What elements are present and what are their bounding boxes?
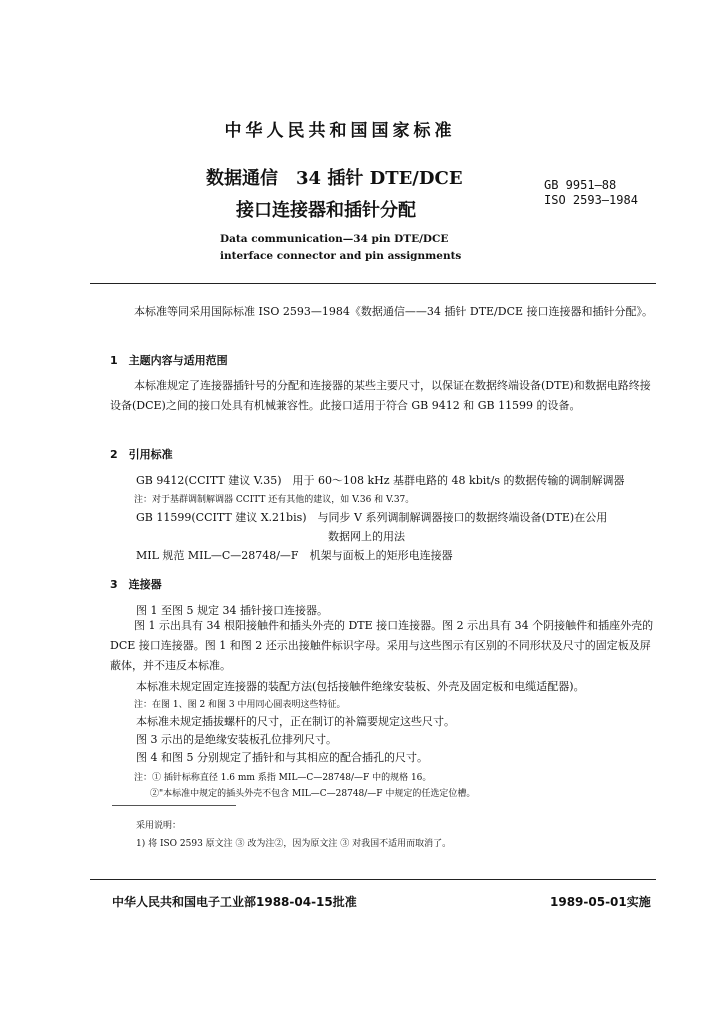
section-3-para-1: 图 1 至图 5 规定 34 插针接口连接器。 (136, 604, 328, 617)
section-3-heading: 3 连接器 (110, 578, 162, 591)
document-title-line1: 数据通信 34 插针 DTE/DCE (206, 168, 463, 189)
section-2-heading: 2 引用标准 (110, 448, 173, 461)
document-title-line2: 接口连接器和插针分配 (236, 200, 416, 221)
english-title-line2: interface connector and pin assignments (220, 250, 462, 262)
section-3-para-3-note: 注：在图 1、图 2 和图 3 中用同心圆表明这些特征。 (134, 700, 346, 710)
issuing-authority: 中华人民共和国国家标准 (224, 121, 456, 141)
adoption-notes-label: 采用说明： (136, 821, 182, 831)
section-1-heading: 1 主题内容与适用范围 (110, 354, 228, 367)
adoption-notes-text: 1) 将 ISO 2593 原文注 ③ 改为注②，因为原文注 ③ 对我国不适用而取消了。 (136, 839, 452, 849)
footnote-separator (112, 805, 236, 806)
reference-gb11599-line1: GB 11599(CCITT 建议 X.21bis) 与同步 V 系列调制解调器接口的数据终端设备(DTE)在公用 (136, 511, 608, 524)
reference-mil-spec: MIL 规范 MIL—C—28748/—F 机架与面板上的矩形电连接器 (136, 549, 453, 562)
section-1-body: 本标准规定了连接器插针号的分配和连接器的某些主要尺寸，以保证在数据终端设备(DTE)和数据电路终接设备(DCE)之间的接口处具有机械兼容性。此接口适用于符合 GB 9412 和 GB 11599 的设备。 (110, 379, 651, 412)
reference-gb11599-line2: 数据网上的用法 (328, 530, 405, 543)
section-3-note-1: 注：① 插针标称直径 1.6 mm 系指 MIL—C—28748/—F 中的规格 16。 (134, 773, 432, 783)
section-3-para-3: 本标准未规定固定连接器的装配方法(包括接触件绝缘安装板、外壳及固定板和电缆适配器)。 (136, 680, 585, 693)
standard-number-iso: ISO 2593—1984 (544, 193, 638, 207)
standard-number-gb: GB 9951—88 (544, 178, 617, 192)
footer-rule (90, 879, 656, 880)
reference-gb9412-note: 注：对于基群调制解调器 CCITT 还有其他的建议，如 V.36 和 V.37。 (134, 495, 415, 505)
section-3-note-2: ②"本标准中规定的插头外壳不包含 MIL—C—28748/—F 中规定的任选定位槽。 (150, 789, 476, 799)
section-3-para-4: 本标准未规定插拔螺杆的尺寸，正在制订的补篇要规定这些尺寸。 (136, 715, 455, 728)
reference-gb9412: GB 9412(CCITT 建议 V.35) 用于 60～108 kHz 基群电路的 48 kbit/s 的数据传输的调制解调器 (136, 474, 625, 487)
intro-paragraph: 本标准等同采用国际标准 ISO 2593—1984《数据通信——34 插针 DTE/DCE 接口连接器和插针分配》。 (134, 305, 654, 318)
approval-date: 中华人民共和国电子工业部1988-04-15批准 (112, 895, 357, 909)
header-rule (90, 283, 656, 284)
english-title-line1: Data communication—34 pin DTE/DCE (220, 233, 449, 245)
section-3-para-5: 图 3 示出的是绝缘安装板孔位排列尺寸。 (136, 733, 337, 746)
section-3-para-2: 图 1 示出具有 34 根阳接触件和插头外壳的 DTE 接口连接器。图 2 示出具有 34 个阴接触件和插座外壳的 DCE 接口连接器。图 1 和图 2 还示出接触件标识字母。采用与这些图示有区别的不同形状及尺寸的固定板及屏蔽体，并不违反本标准。 (110, 619, 654, 672)
section-3-para-6: 图 4 和图 5 分别规定了插针和与其相应的配合插孔的尺寸。 (136, 751, 428, 764)
effective-date: 1989-05-01实施 (550, 895, 651, 909)
